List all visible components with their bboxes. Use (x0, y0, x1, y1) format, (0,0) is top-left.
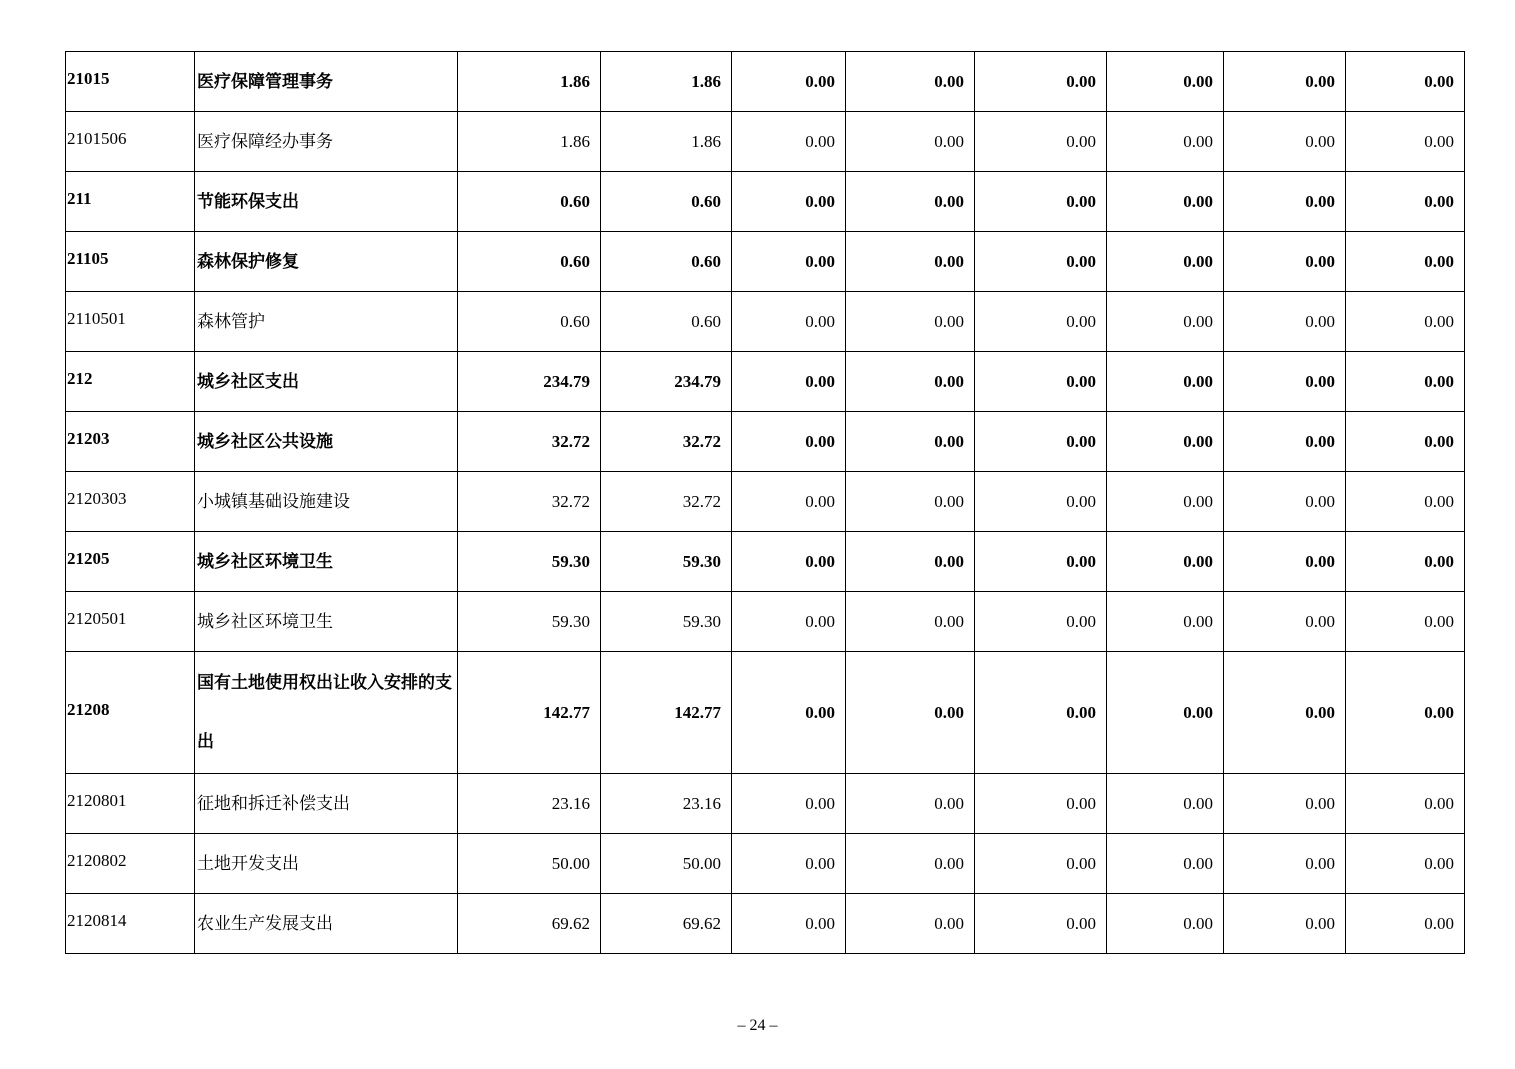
amount-cell: 0.00 (732, 774, 846, 834)
table-row (66, 172, 1465, 232)
amount-cell: 0.00 (975, 232, 1107, 292)
amount-cell: 0.00 (1107, 232, 1224, 292)
table-row (66, 412, 1465, 472)
amount-cell: 59.30 (458, 532, 601, 592)
subject-name-cell: 小城镇基础设施建设 (195, 472, 458, 532)
amount-cell: 0.00 (846, 352, 975, 412)
amount-cell: 0.00 (1224, 472, 1346, 532)
amount-cell: 69.62 (601, 894, 732, 954)
amount-cell: 0.00 (1107, 834, 1224, 894)
amount-cell: 0.00 (732, 112, 846, 172)
amount-cell: 0.00 (732, 232, 846, 292)
amount-cell: 0.00 (1346, 532, 1465, 592)
amount-cell: 0.00 (1224, 292, 1346, 352)
amount-cell: 0.00 (975, 532, 1107, 592)
amount-cell: 69.62 (458, 894, 601, 954)
amount-cell: 23.16 (601, 774, 732, 834)
amount-cell: 0.00 (1107, 532, 1224, 592)
table-body (66, 52, 1465, 954)
amount-cell: 0.00 (1107, 52, 1224, 112)
amount-cell: 0.00 (975, 352, 1107, 412)
amount-cell: 0.00 (975, 472, 1107, 532)
amount-cell: 0.00 (1346, 112, 1465, 172)
amount-cell: 0.00 (846, 52, 975, 112)
amount-cell: 0.00 (1346, 172, 1465, 232)
subject-code-cell: 2120303 (66, 472, 195, 532)
amount-cell: 0.00 (732, 834, 846, 894)
amount-cell: 0.00 (846, 834, 975, 894)
subject-name-cell: 农业生产发展支出 (195, 894, 458, 954)
amount-cell: 0.00 (1346, 412, 1465, 472)
amount-cell: 0.00 (846, 532, 975, 592)
subject-name-cell: 医疗保障管理事务 (195, 52, 458, 112)
amount-cell: 0.00 (1224, 352, 1346, 412)
subject-code-cell: 21203 (66, 412, 195, 472)
subject-name-cell: 土地开发支出 (195, 834, 458, 894)
amount-cell: 0.00 (975, 834, 1107, 894)
amount-cell: 0.00 (1346, 232, 1465, 292)
amount-cell: 0.00 (732, 172, 846, 232)
amount-cell: 0.00 (732, 532, 846, 592)
subject-name-cell: 城乡社区公共设施 (195, 412, 458, 472)
amount-cell: 50.00 (601, 834, 732, 894)
amount-cell: 0.00 (1224, 172, 1346, 232)
amount-cell: 0.00 (1346, 774, 1465, 834)
amount-cell: 0.00 (1346, 592, 1465, 652)
amount-cell: 234.79 (458, 352, 601, 412)
subject-name-cell: 森林管护 (195, 292, 458, 352)
amount-cell: 0.00 (1107, 112, 1224, 172)
subject-code-cell: 212 (66, 352, 195, 412)
amount-cell: 59.30 (601, 532, 732, 592)
amount-cell: 0.00 (1346, 292, 1465, 352)
subject-name-cell: 城乡社区环境卫生 (195, 532, 458, 592)
amount-cell: 0.00 (1224, 774, 1346, 834)
amount-cell: 32.72 (458, 472, 601, 532)
subject-code-cell: 2120501 (66, 592, 195, 652)
amount-cell: 0.00 (1346, 352, 1465, 412)
table-row (66, 652, 1465, 774)
amount-cell: 0.00 (975, 592, 1107, 652)
amount-cell: 142.77 (458, 652, 601, 774)
amount-cell: 0.00 (1224, 834, 1346, 894)
amount-cell: 0.60 (458, 292, 601, 352)
table-row (66, 352, 1465, 412)
subject-name-cell: 森林保护修复 (195, 232, 458, 292)
amount-cell: 0.00 (975, 652, 1107, 774)
amount-cell: 0.00 (732, 894, 846, 954)
amount-cell: 0.00 (975, 412, 1107, 472)
subject-code-cell: 21105 (66, 232, 195, 292)
amount-cell: 59.30 (458, 592, 601, 652)
amount-cell: 0.00 (975, 894, 1107, 954)
amount-cell: 0.00 (975, 172, 1107, 232)
amount-cell: 0.00 (1224, 652, 1346, 774)
amount-cell: 0.00 (975, 774, 1107, 834)
table-row (66, 592, 1465, 652)
amount-cell: 142.77 (601, 652, 732, 774)
amount-cell: 0.00 (732, 52, 846, 112)
table-row (66, 52, 1465, 112)
amount-cell: 23.16 (458, 774, 601, 834)
subject-code-cell: 211 (66, 172, 195, 232)
amount-cell: 1.86 (458, 52, 601, 112)
amount-cell: 0.00 (975, 52, 1107, 112)
amount-cell: 0.00 (1346, 52, 1465, 112)
subject-code-cell: 2120801 (66, 774, 195, 834)
amount-cell: 0.60 (601, 292, 732, 352)
amount-cell: 0.00 (732, 592, 846, 652)
subject-code-cell: 2120814 (66, 894, 195, 954)
amount-cell: 0.00 (1346, 472, 1465, 532)
table-row (66, 894, 1465, 954)
amount-cell: 0.00 (1346, 894, 1465, 954)
amount-cell: 0.00 (732, 352, 846, 412)
subject-name-cell: 医疗保障经办事务 (195, 112, 458, 172)
amount-cell: 234.79 (601, 352, 732, 412)
amount-cell: 0.00 (846, 894, 975, 954)
subject-code-cell: 2101506 (66, 112, 195, 172)
amount-cell: 0.00 (846, 592, 975, 652)
amount-cell: 0.00 (846, 172, 975, 232)
amount-cell: 0.00 (846, 112, 975, 172)
table-row (66, 834, 1465, 894)
amount-cell: 0.00 (1107, 652, 1224, 774)
table-row (66, 292, 1465, 352)
amount-cell: 0.00 (1107, 472, 1224, 532)
amount-cell: 0.00 (1224, 412, 1346, 472)
amount-cell: 0.00 (1224, 894, 1346, 954)
amount-cell: 0.60 (458, 232, 601, 292)
amount-cell: 0.00 (846, 652, 975, 774)
amount-cell: 0.00 (1107, 352, 1224, 412)
amount-cell: 0.00 (1224, 532, 1346, 592)
amount-cell: 32.72 (601, 472, 732, 532)
amount-cell: 0.00 (846, 412, 975, 472)
subject-code-cell: 21208 (66, 652, 195, 774)
amount-cell: 1.86 (601, 112, 732, 172)
amount-cell: 0.00 (975, 292, 1107, 352)
subject-name-cell: 国有土地使用权出让收入安排的支出 (195, 652, 458, 774)
budget-table (65, 51, 1465, 954)
subject-name-cell: 城乡社区支出 (195, 352, 458, 412)
amount-cell: 0.00 (1224, 112, 1346, 172)
amount-cell: 0.00 (732, 292, 846, 352)
subject-name-cell: 节能环保支出 (195, 172, 458, 232)
subject-code-cell: 21205 (66, 532, 195, 592)
amount-cell: 59.30 (601, 592, 732, 652)
amount-cell: 0.00 (1107, 172, 1224, 232)
table-row (66, 232, 1465, 292)
amount-cell: 0.00 (1107, 592, 1224, 652)
amount-cell: 0.60 (601, 232, 732, 292)
amount-cell: 1.86 (458, 112, 601, 172)
amount-cell: 0.00 (1107, 412, 1224, 472)
amount-cell: 0.00 (1346, 652, 1465, 774)
amount-cell: 0.00 (1346, 834, 1465, 894)
amount-cell: 0.00 (732, 472, 846, 532)
page-number: – 24 – (737, 1017, 778, 1034)
amount-cell: 0.00 (732, 652, 846, 774)
amount-cell: 0.00 (846, 232, 975, 292)
amount-cell: 32.72 (601, 412, 732, 472)
amount-cell: 0.00 (1224, 232, 1346, 292)
amount-cell: 0.00 (846, 774, 975, 834)
amount-cell: 0.00 (1107, 292, 1224, 352)
amount-cell: 0.00 (1224, 592, 1346, 652)
subject-code-cell: 2120802 (66, 834, 195, 894)
subject-code-cell: 2110501 (66, 292, 195, 352)
amount-cell: 0.00 (1107, 894, 1224, 954)
table-row (66, 532, 1465, 592)
amount-cell: 0.60 (458, 172, 601, 232)
subject-name-cell: 征地和拆迁补偿支出 (195, 774, 458, 834)
table-row (66, 774, 1465, 834)
subject-code-cell: 21015 (66, 52, 195, 112)
table-row (66, 112, 1465, 172)
amount-cell: 1.86 (601, 52, 732, 112)
amount-cell: 0.60 (601, 172, 732, 232)
amount-cell: 0.00 (846, 472, 975, 532)
subject-name-cell: 城乡社区环境卫生 (195, 592, 458, 652)
table-row (66, 472, 1465, 532)
amount-cell: 0.00 (1224, 52, 1346, 112)
amount-cell: 0.00 (846, 292, 975, 352)
amount-cell: 0.00 (1107, 774, 1224, 834)
amount-cell: 32.72 (458, 412, 601, 472)
amount-cell: 0.00 (732, 412, 846, 472)
amount-cell: 0.00 (975, 112, 1107, 172)
amount-cell: 50.00 (458, 834, 601, 894)
